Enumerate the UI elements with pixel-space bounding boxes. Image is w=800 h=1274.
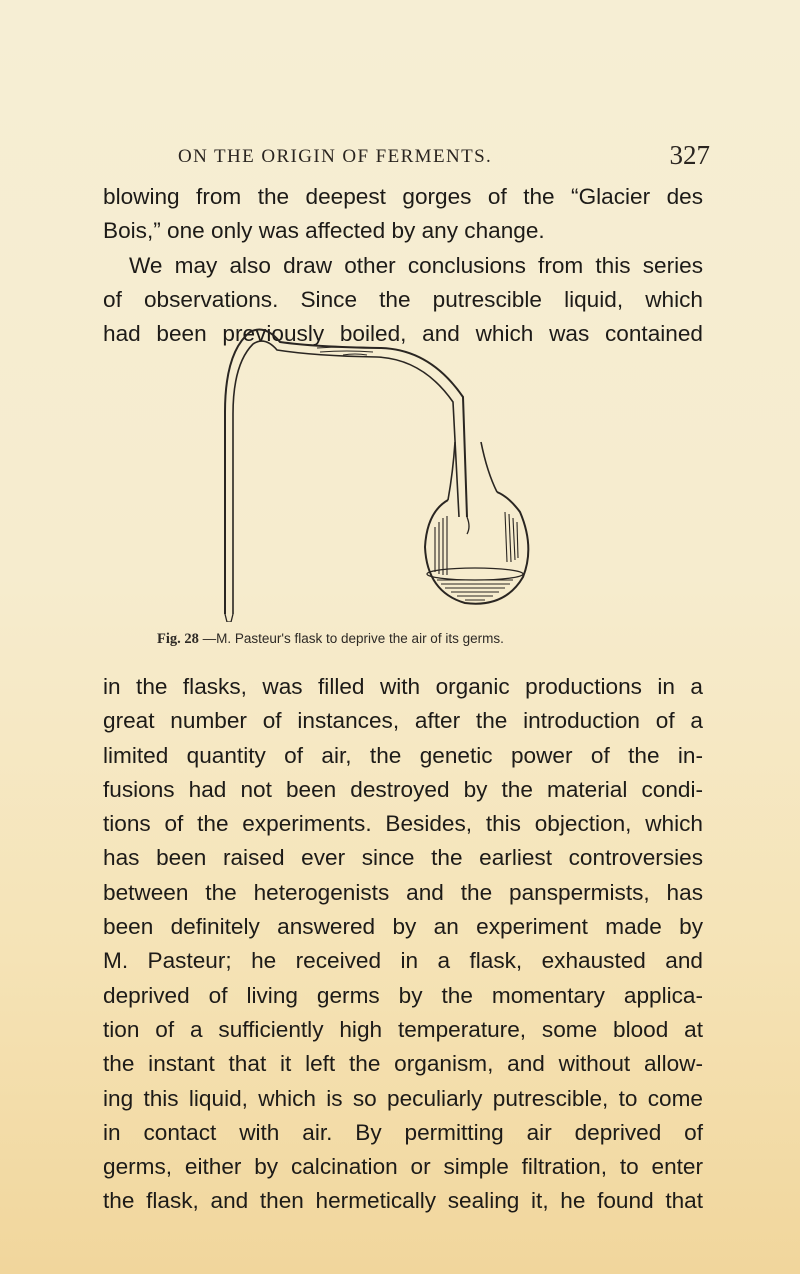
text-line: tion of a sufficiently high temperature, some blood at xyxy=(103,1016,703,1042)
figure-label: Fig. 28 xyxy=(157,631,199,647)
text-line: the instant that it left the organism, and without allow- xyxy=(103,1051,703,1077)
text-line: the flask, and then hermetically sealing it, he found that xyxy=(103,1188,703,1214)
text-line: blowing from the deepest gorges of the “Glacier des xyxy=(103,184,703,209)
text-line: between the heterogenists and the panspermists, has xyxy=(103,879,703,905)
text-line: ing this liquid, which is so peculiarly putrescible, to come xyxy=(103,1085,703,1111)
page-header xyxy=(178,140,718,178)
flask-figure xyxy=(205,322,645,622)
figure-caption-text: —M. Pasteur's flask to deprive the air of its germs. xyxy=(198,631,504,646)
text-line: fusions had not been destroyed by the material condi- xyxy=(103,776,703,802)
text-line: great number of instances, after the introduction of a xyxy=(103,708,703,734)
paragraph-bottom xyxy=(103,670,703,1219)
text-line: has been raised ever since the earliest controversies xyxy=(103,845,703,871)
text-line: had been previously boiled, and which was contained xyxy=(103,321,703,347)
text-line: Bois,” one only was affected by any change. xyxy=(103,218,545,244)
swan-neck-flask-illustration xyxy=(205,322,645,622)
text-line: limited quantity of air, the genetic power of the in- xyxy=(103,742,703,768)
text-line: of observations. Since the putrescible liquid, which xyxy=(103,286,703,312)
text-line: M. Pasteur; he received in a flask, exhausted and xyxy=(103,948,703,974)
figure-caption xyxy=(157,631,697,648)
text-line: in contact with air. By permitting air deprived of xyxy=(103,1119,703,1145)
running-title: ON THE ORIGIN OF FERMENTS. xyxy=(178,146,493,167)
text-line: in the flasks, was filled with organic productions in a xyxy=(103,674,703,699)
text-line: been definitely answered by an experiment made by xyxy=(103,914,703,940)
text-line: tions of the experiments. Besides, this objection, which xyxy=(103,811,703,837)
text-line: We may also draw other conclusions from this series xyxy=(129,252,703,278)
text-line: germs, either by calcination or simple filtration, to enter xyxy=(103,1154,703,1180)
page-number: 327 xyxy=(669,140,710,170)
text-line: deprived of living germs by the momentary applica- xyxy=(103,982,703,1008)
